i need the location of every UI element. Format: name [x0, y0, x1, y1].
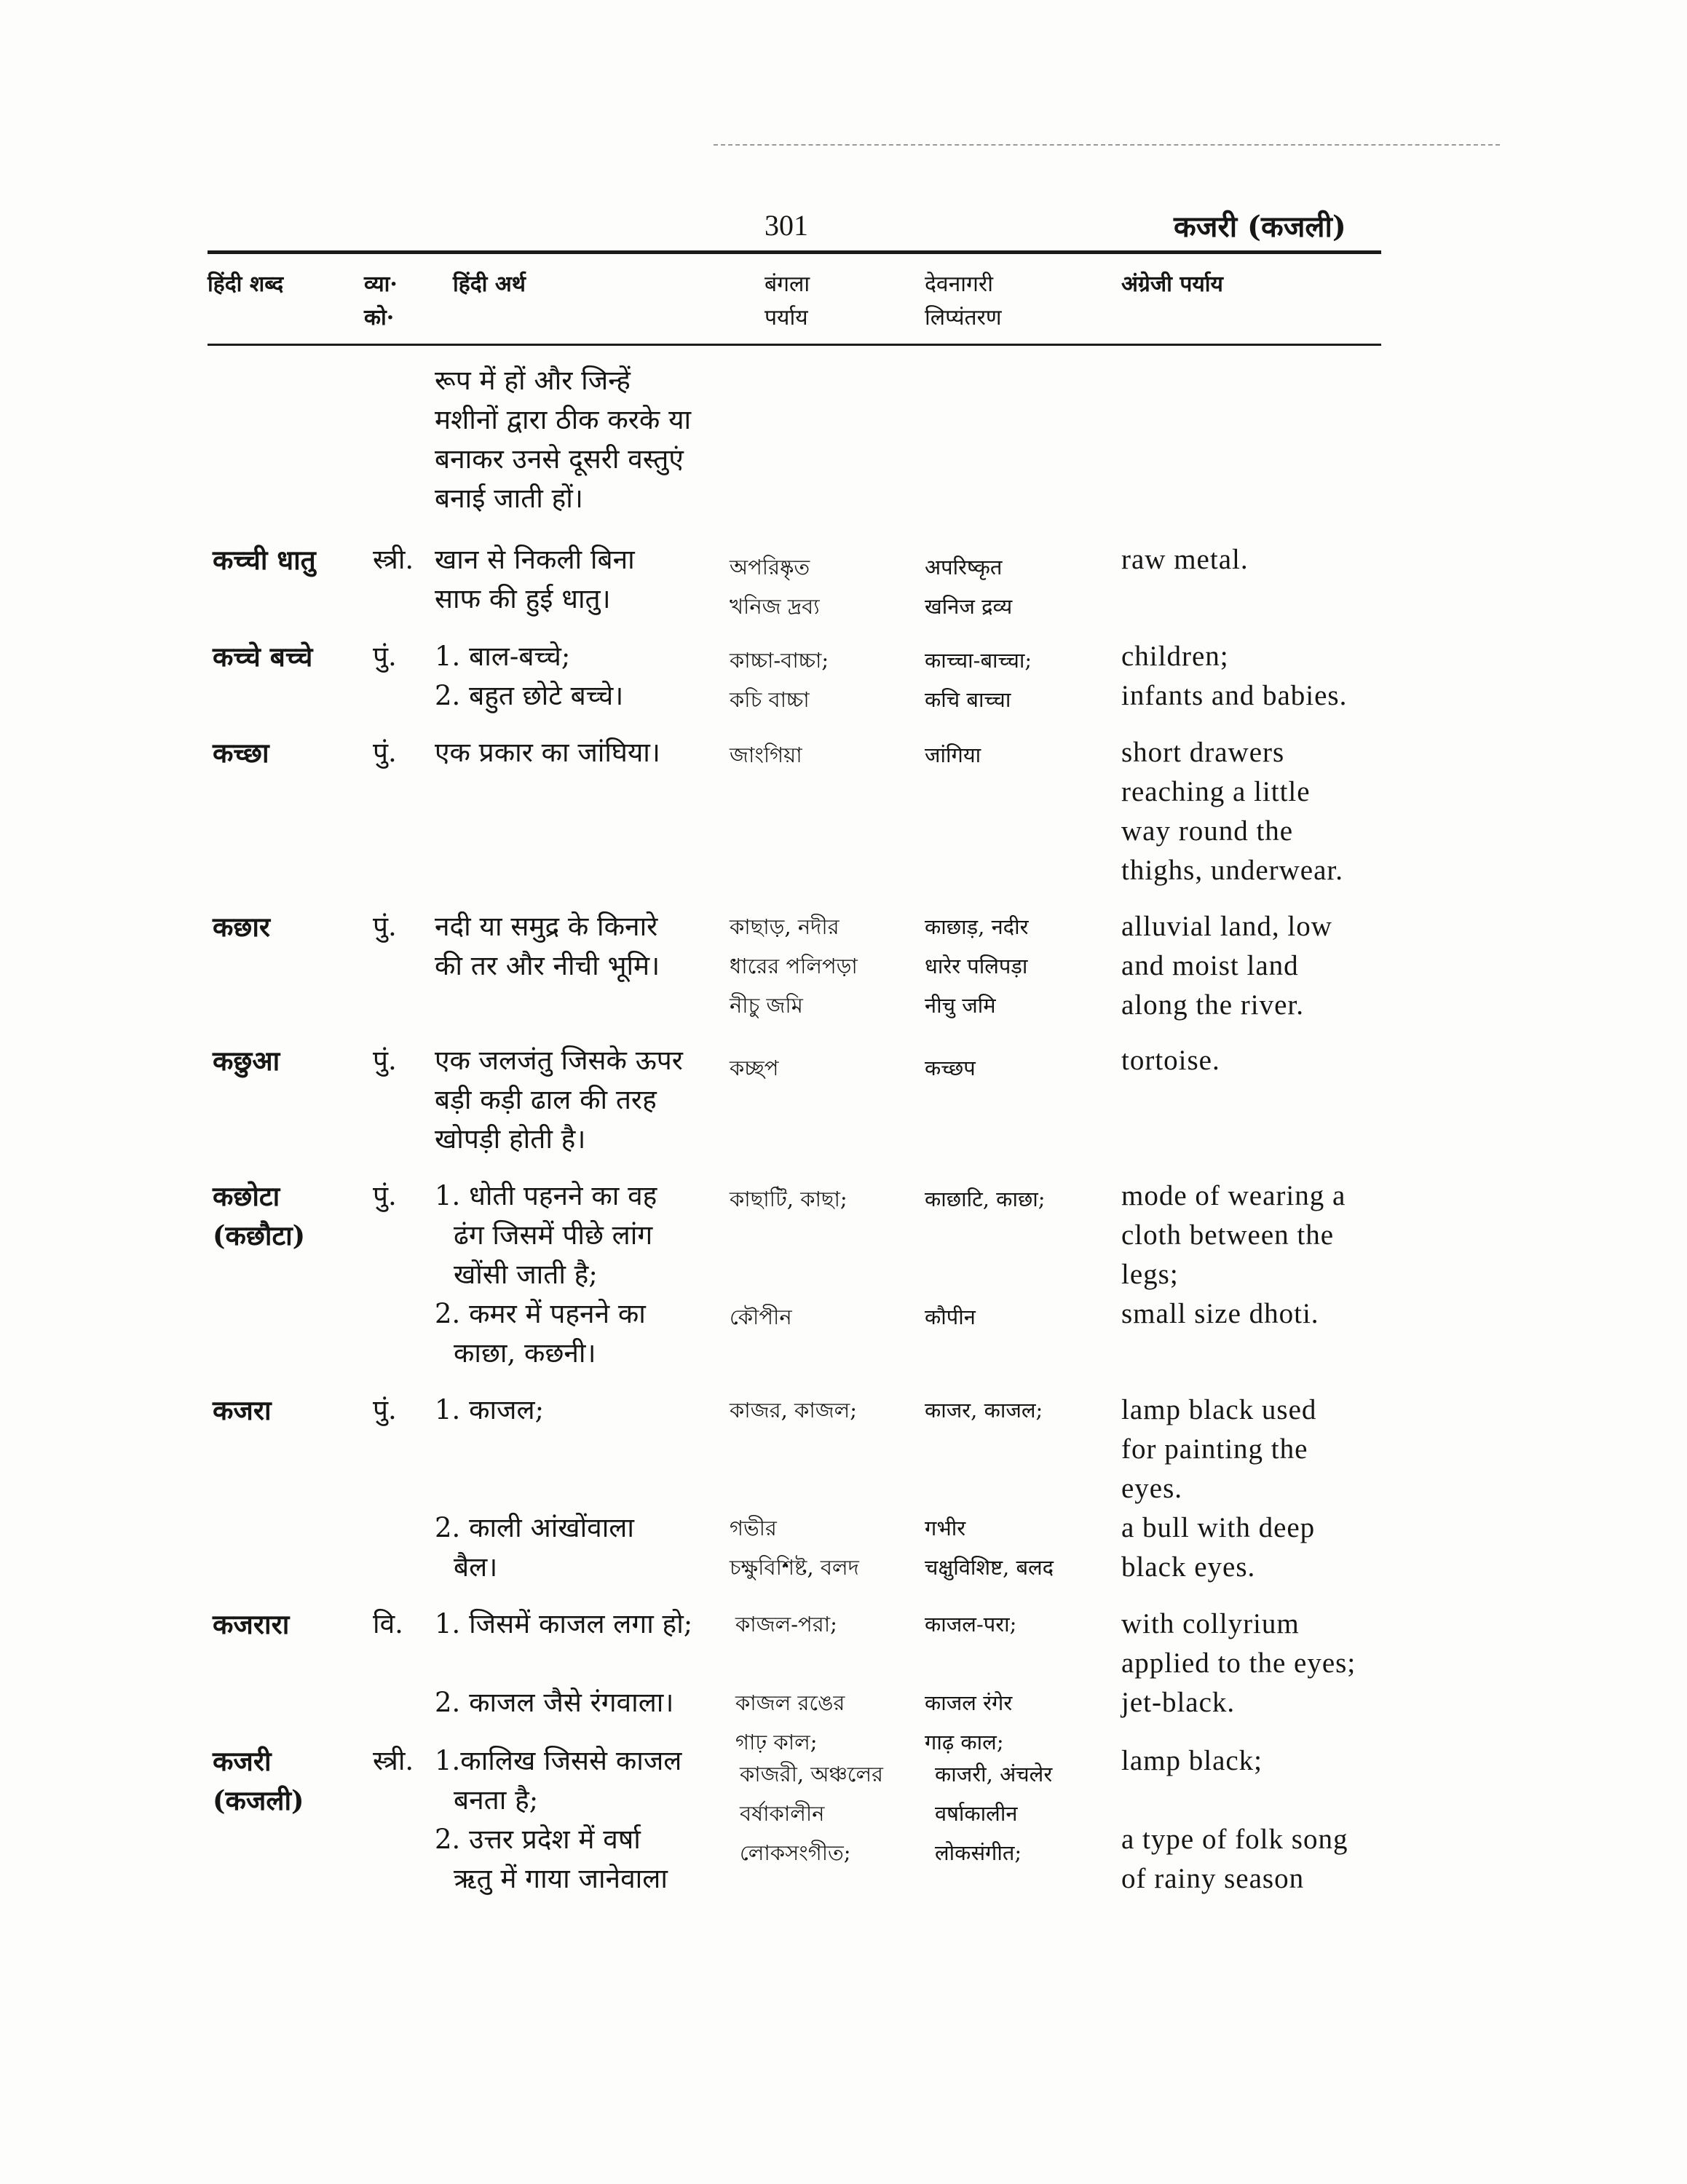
- entry-grammar: स्त्री.: [373, 1745, 414, 1776]
- english-line: and moist land: [1121, 950, 1299, 981]
- headword-line: कच्ची धातु: [213, 544, 316, 576]
- meaning-line: एक जलजंतु जिसके ऊपर: [435, 1045, 683, 1076]
- entry-devanagari: [935, 1754, 1052, 1872]
- bangla-line: [730, 1430, 859, 1469]
- running-head: कजरी (कजली): [1174, 210, 1346, 244]
- entry-devanagari: [925, 907, 1028, 1025]
- bangla-line: [735, 1644, 845, 1683]
- english-line: tortoise.: [1121, 1045, 1220, 1076]
- devanagari-line: काच्चा-बाच्चा;: [925, 648, 1032, 673]
- column-header-hindi-meaning: हिंदी अर्थ: [453, 272, 526, 297]
- devanagari-line: [925, 1219, 1046, 1258]
- entry-english: [1121, 540, 1249, 579]
- column-header-bangla-line-2: पर्याय: [765, 305, 808, 331]
- bangla-line: কাজল রঙের: [735, 1690, 845, 1715]
- continuation-line: बनाई जाती हों।: [435, 483, 583, 514]
- entry-bangla: [730, 907, 858, 1025]
- devanagari-line: कच्छप: [925, 1056, 976, 1080]
- meaning-line: 1. जिसमें काजल लगा हो;: [435, 1608, 693, 1639]
- english-line: [1121, 1781, 1348, 1820]
- entry-bangla: [735, 1605, 845, 1762]
- bangla-line: গভীর: [730, 1516, 777, 1540]
- column-header-bangla-line-1: बंगला: [765, 272, 810, 297]
- english-line: cloth between the: [1121, 1219, 1335, 1251]
- meaning-line: बैल।: [454, 1551, 498, 1583]
- meaning-line: खान से निकली बिना: [435, 544, 635, 575]
- entry-hindi-meaning: [435, 540, 635, 619]
- entry-grammar: पुं.: [373, 1180, 397, 1211]
- meaning-line: 1. काजल;: [435, 1394, 545, 1425]
- meaning-line: 2. काजल जैसे रंगवाला।: [435, 1687, 674, 1718]
- entry-headword: [213, 540, 316, 579]
- meaning-line: [435, 1430, 634, 1469]
- meaning-line: बनता है;: [454, 1784, 539, 1816]
- entry-bangla: [730, 641, 829, 719]
- column-header-grammar: [364, 268, 398, 335]
- entry-grammar: वि.: [373, 1608, 403, 1639]
- bangla-line: [730, 1219, 848, 1258]
- meaning-line: ढंग जिसमें पीछे लांग: [454, 1219, 653, 1251]
- entry-bangla: [730, 1390, 859, 1587]
- headword-line: कजरी: [213, 1745, 272, 1777]
- english-line: lamp black used: [1121, 1394, 1317, 1425]
- entry-bangla: [730, 1179, 848, 1337]
- entry-hindi-meaning: [435, 1176, 657, 1373]
- devanagari-line: नीचु जमि: [925, 993, 996, 1018]
- entry-hindi-meaning: [435, 1390, 634, 1587]
- english-line: a type of folk song: [1121, 1824, 1348, 1855]
- headword-line: कछार: [213, 911, 271, 943]
- meaning-line: 2. कमर में पहनने का: [435, 1298, 646, 1329]
- english-line: thighs, underwear.: [1121, 855, 1344, 886]
- meaning-line: 2. उत्तर प्रदेश में वर्षा: [435, 1824, 641, 1855]
- top-dashed-rule: [714, 144, 1500, 146]
- entry-devanagari: [925, 641, 1032, 719]
- entry-english: [1121, 907, 1332, 1025]
- column-header-grammar-line-2: को·: [364, 305, 395, 331]
- entry-bangla: [730, 547, 820, 626]
- column-header-devanagari-line-1: देवनागरी: [925, 272, 993, 297]
- bangla-line: কৌপীন: [730, 1305, 792, 1329]
- entry-hindi-meaning: [435, 1741, 681, 1899]
- meaning-line: खोंसी जाती है;: [454, 1259, 598, 1290]
- devanagari-line: [925, 1258, 1046, 1297]
- continuation-meaning: [435, 361, 691, 518]
- bangla-line: ধারের পলিপড়া: [730, 954, 858, 978]
- bangla-line: লোকসংগীত;: [740, 1840, 851, 1865]
- english-line: a bull with deep: [1121, 1512, 1316, 1543]
- entry-headword: [213, 1041, 280, 1080]
- english-line: black eyes.: [1121, 1551, 1256, 1583]
- meaning-line: 2. काली आंखोंवाला: [435, 1512, 634, 1543]
- devanagari-line: खनिज द्रव्य: [925, 594, 1013, 619]
- bangla-line: কচ্ছপ: [730, 1056, 779, 1080]
- entry-bangla: [730, 1048, 778, 1088]
- devanagari-line: [925, 1644, 1016, 1683]
- entry-grammar: पुं.: [373, 911, 397, 942]
- continuation-line: मशीनों द्वारा ठीक करके या: [435, 404, 692, 435]
- devanagari-line: काछाटि, काछा;: [925, 1187, 1046, 1211]
- english-line: applied to the eyes;: [1121, 1647, 1356, 1679]
- meaning-line: ऋतु में गाया जानेवाला: [454, 1863, 668, 1894]
- entry-grammar: पुं.: [373, 737, 397, 768]
- devanagari-line: वर्षाकालीन: [935, 1801, 1018, 1826]
- meaning-line: 2. बहुत छोटे बच्चे।: [435, 680, 624, 711]
- english-line: infants and babies.: [1121, 680, 1348, 711]
- entry-english: [1121, 1605, 1356, 1722]
- meaning-line: खोपड़ी होती है।: [435, 1123, 586, 1155]
- headword-line: कजरारा: [213, 1608, 290, 1640]
- entry-english: [1121, 1741, 1348, 1899]
- entry-devanagari: [925, 1048, 976, 1088]
- meaning-line: बड़ी कड़ी ढाल की तरह: [435, 1084, 657, 1115]
- devanagari-line: काछाड़, नदीर: [925, 914, 1029, 939]
- continuation-line: बनाकर उनसे दूसरी वस्तुएं: [435, 443, 684, 475]
- meaning-line: साफ की हुई धातु।: [435, 583, 611, 614]
- bangla-line: [730, 1258, 848, 1297]
- bangla-line: কাজল-পরা;: [735, 1612, 837, 1637]
- english-line: lamp black;: [1121, 1745, 1263, 1776]
- entry-hindi-meaning: [435, 907, 660, 986]
- entry-english: [1121, 733, 1343, 890]
- entry-headword: [213, 907, 270, 946]
- column-header-hindi-word: हिंदी शब्द: [208, 272, 284, 297]
- entry-devanagari: [925, 1605, 1016, 1762]
- column-header-devanagari-line-2: लिप्यंतरण: [925, 305, 1002, 331]
- devanagari-line: चक्षुविशिष्ट, बलद: [925, 1555, 1054, 1580]
- english-line: way round the: [1121, 815, 1294, 847]
- bangla-line: গাঢ় কাল;: [735, 1730, 818, 1754]
- devanagari-line: कौपीन: [925, 1305, 976, 1329]
- bangla-line: কাছাড়, নদীর: [730, 914, 839, 939]
- bangla-line: বর্ষাকালীন: [740, 1801, 825, 1826]
- english-line: short drawers: [1121, 737, 1285, 768]
- english-line: small size dhoti.: [1121, 1298, 1319, 1329]
- meaning-line: 1. बाल-बच्चे;: [435, 641, 571, 672]
- page-number: 301: [765, 209, 808, 242]
- devanagari-line: अपरिष्कृत: [925, 555, 1003, 579]
- entry-hindi-meaning: [435, 733, 660, 772]
- entry-grammar: पुं.: [373, 1394, 397, 1425]
- english-line: along the river.: [1121, 989, 1305, 1021]
- english-line: eyes.: [1121, 1473, 1183, 1504]
- column-header-grammar-line-1: व्या·: [364, 272, 398, 297]
- bangla-line: কাজরী, অঞ্চলের: [740, 1762, 883, 1787]
- entry-hindi-meaning: [435, 1605, 692, 1722]
- english-line: legs;: [1121, 1259, 1179, 1290]
- bangla-line: জাংগিয়া: [730, 743, 802, 767]
- devanagari-line: काजरी, अंचलेर: [935, 1762, 1053, 1787]
- header-top-rule: [208, 250, 1381, 254]
- entry-devanagari: [925, 1179, 1046, 1337]
- entry-english: [1121, 637, 1347, 716]
- english-line: of rainy season: [1121, 1863, 1305, 1894]
- meaning-line: [435, 1469, 634, 1508]
- meaning-line: एक प्रकार का जांघिया।: [435, 737, 660, 768]
- bangla-line: কাছাটি, কাছা;: [730, 1187, 848, 1211]
- bangla-line: খনিজ দ্রব্য: [730, 594, 820, 619]
- devanagari-line: [925, 1469, 1054, 1508]
- entry-english: [1121, 1041, 1220, 1080]
- devanagari-line: जांगिया: [925, 743, 981, 767]
- continuation-line: रूप में हों और जिन्हें: [435, 365, 631, 396]
- entry-hindi-meaning: [435, 1041, 683, 1159]
- column-header-english: अंग्रेजी पर्याय: [1121, 272, 1223, 297]
- column-header-devanagari: [925, 268, 1002, 335]
- bangla-line: চক্ষুবিশিষ্ট, বলদ: [730, 1555, 859, 1580]
- entry-hindi-meaning: [435, 637, 623, 716]
- devanagari-line: लोकसंगीत;: [935, 1840, 1022, 1865]
- english-line: jet-black.: [1121, 1687, 1236, 1718]
- entry-headword: [213, 1605, 289, 1644]
- entry-english: [1121, 1390, 1316, 1587]
- entry-english: [1121, 1176, 1346, 1334]
- header-bottom-rule: [208, 344, 1381, 346]
- entry-headword: [213, 1176, 305, 1255]
- meaning-line: [435, 1644, 692, 1683]
- english-line: reaching a little: [1121, 776, 1311, 807]
- bangla-line: কাচ্চা-বাচ্চা;: [730, 648, 829, 673]
- headword-line: कच्छा: [213, 737, 269, 769]
- bangla-line: [730, 1469, 859, 1508]
- bangla-line: নীচু জমি: [730, 993, 803, 1018]
- bangla-line: অপরিষ্কৃত: [730, 555, 810, 579]
- devanagari-line: गाढ़ काल;: [925, 1730, 1004, 1754]
- column-header-bangla: [765, 268, 810, 335]
- entry-bangla: [740, 1754, 883, 1872]
- entry-grammar: पुं.: [373, 641, 397, 672]
- bangla-line: কচি বাচ্চা: [730, 687, 810, 712]
- devanagari-line: काजर, काजल;: [925, 1398, 1043, 1423]
- entry-headword: [213, 637, 312, 676]
- entry-headword: [213, 1741, 304, 1820]
- english-line: raw metal.: [1121, 544, 1249, 575]
- english-line: children;: [1121, 641, 1229, 672]
- entry-devanagari: [925, 547, 1012, 626]
- meaning-line: 1. धोती पहनने का वह: [435, 1180, 657, 1211]
- entry-grammar: स्त्री.: [373, 544, 414, 575]
- english-line: mode of wearing a: [1121, 1180, 1346, 1211]
- headword-line: कजरा: [213, 1394, 272, 1426]
- devanagari-line: काजल रंगेर: [925, 1690, 1013, 1715]
- meaning-line: की तर और नीची भूमि।: [435, 950, 660, 981]
- meaning-line: नदी या समुद्र के किनारे: [435, 911, 658, 942]
- devanagari-line: [925, 1430, 1054, 1469]
- headword-line: कछुआ: [213, 1045, 280, 1077]
- entry-headword: [213, 1390, 272, 1430]
- headword-line: कच्चे बच्चे: [213, 641, 313, 673]
- devanagari-line: धारेर पलिपड़ा: [925, 954, 1028, 978]
- entry-headword: [213, 733, 269, 772]
- devanagari-line: कचि बाच्चा: [925, 687, 1011, 712]
- headword-line: (कजली): [213, 1784, 304, 1816]
- devanagari-line: गभीर: [925, 1516, 966, 1540]
- entry-grammar: पुं.: [373, 1045, 397, 1076]
- meaning-line: 1.कालिख जिससे काजल: [435, 1745, 682, 1776]
- headword-line: कछोटा: [213, 1180, 280, 1212]
- entry-devanagari: [925, 735, 981, 775]
- english-line: with collyrium: [1121, 1608, 1300, 1639]
- devanagari-line: काजल-परा;: [925, 1612, 1017, 1637]
- headword-line: (कछौटा): [213, 1219, 306, 1251]
- entry-bangla: [730, 735, 802, 775]
- english-line: for painting the: [1121, 1433, 1308, 1465]
- bangla-line: কাজর, কাজল;: [730, 1398, 858, 1423]
- english-line: alluvial land, low: [1121, 911, 1332, 942]
- entry-devanagari: [925, 1390, 1054, 1587]
- meaning-line: काछा, कछनी।: [454, 1337, 596, 1369]
